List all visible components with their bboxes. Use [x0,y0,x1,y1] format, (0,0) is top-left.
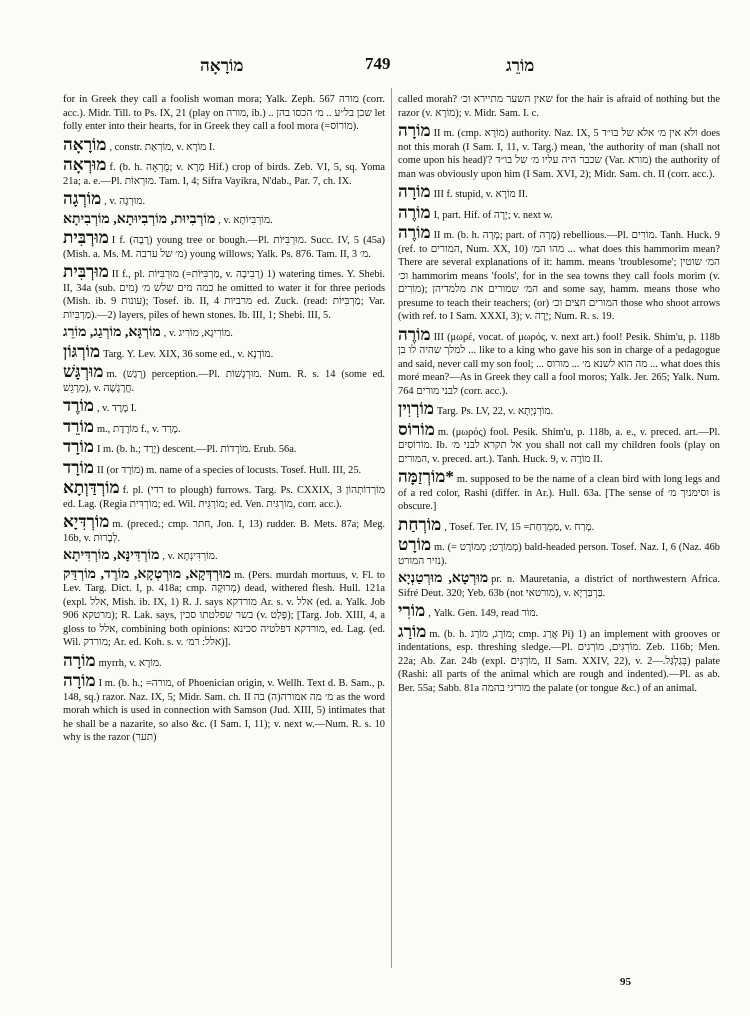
entry-definition: II (or מוֹרָד) m. name of a species of locusts. Tosef. Hull. III, 25. [96,464,362,476]
entry-definition: m. (רָגַשׁ) perception.—Pl. מוּרְגָשׁוֹת. Num. R. s. 14 (some ed. מְרָגֵשׁ), v. חֲרָגָשָׁה. [63,369,386,394]
entry-definition: , v. מוֹרְדִּינְתָא. [162,551,218,562]
dictionary-entry [63,364,385,395]
dictionary-entry [398,401,720,419]
dictionary-entry [63,134,385,155]
dictionary-entry [63,191,385,209]
entry-definition: III f. stupid, v. מוֹרָא II. [433,189,528,200]
entry-headword: מוֹרֶה [398,324,431,344]
entry-headword: מוֹרְדִּינָּא, מוֹרְדִּיתָא [63,548,160,563]
dictionary-entry [398,419,720,467]
entry-headword: מוּרְבִּית [63,228,109,247]
dictionary-entry [63,514,385,545]
entry-headword: מוֹרַג [398,621,427,641]
dictionary-entry [398,324,720,399]
entry-headword: מוֹרָט [398,535,432,554]
entry-headword: מוֹרָה [398,182,431,201]
dictionary-entry [63,325,385,341]
entry-definition: , v. מוּרְגָה. [104,196,146,207]
entry-definition: for in Greek they call a foolish woman mora; Yalk. Zeph. 567 מורה (corr. acc.). Midr. Till. to Ps. IX, 21 (play on מורה, ib.) .. שכן בל״ע .. מ׳ הכסו בהן let folly enter into their hearts, for in Greek they call a fool mora (=מוֹרוֹס). [63,94,386,132]
entry-headword: מוֹרָה [63,650,96,670]
entry-headword: מוֹרָה [63,671,96,690]
entry-headword: מוֹרְחַת [398,514,442,534]
entry-definition: m., מוֹרֶדֶת f., v. מָרַד. [96,423,181,435]
entry-definition: m. supposed to be the name of a clean bird with long legs and of a red color, Rashi (differ. in Ar.). Hull. 63a. [The sense of וסימניך מ׳ is obscure.] [398,474,720,512]
page-number: 749 [365,54,391,73]
right-column [398,93,720,698]
entry-headword: מוֹרָה [398,121,431,140]
dictionary-entry [398,184,720,202]
entry-headword: מוֹרִי [398,601,426,620]
entry-definition: m. (= מְמוֹרָט; מְמוֹרָט) bald-headed person. Tosef. Naz. I, 6 (Naz. 46b נזיר המורט). [398,542,720,567]
column-divider [391,88,392,968]
entry-definition: , Yalk. Gen. 149, read מוֹר. [428,608,539,619]
dictionary-entry [63,157,385,188]
left-column [63,93,385,748]
entry-definition: III (μωρέ, vocat. of μωρός, v. next art.) fool! Pesik. Shim'u, p. 118b למלך שהיה לו בן ... like to a king who gave his son in charge of a pedagogue and said, never call my son fool; ... מה הוא לשנא מ׳ ... מורוס ... what does this moré mean?—As in Greek they call a fool moros; Yalk. Jer. 265; Yalk. Num. 764 לבני מורים (corr. acc.). [398,331,720,397]
entry-definition: I m. (b. h.; יָרַד) descent.—Pl. מוֹרָדוֹת. Erub. 56a. [96,444,297,455]
dictionary-entry [398,123,720,181]
entry-definition: m. (Pers. murdah mortuus, v. Fl. to Lev. Targ. Dict. I, p. 418a; cmp. מְרוּקָה) dead, withered flesh. Hull. 121a (expl. אלל, Mish. ib. IX, 1) R. J. says מורדקא Ar. s. v. אלל (ed. a. Yalk. Job 906 מרטקא); R. Lak. says, בשר שפלטתו סכין (v. פָּלַט); [Targ. Job. XIII, 4, a gloss to אלל, combining both opinions: מורדקא דפלטיה סכינא, ed. Lag. (ed. Wil. מורדק; Ar. ed. Koh. s. v. אלל: רמ׳)]. [63,569,386,648]
entry-headword: מוֹרֶד [63,396,94,415]
entry-headword: מוּרְאָה [63,155,107,174]
entry-definition: I m. (b. h.; =מורה, of Phoenician origin, v. Wellh. Text d. B. Sam., p. 148, sq.) razor. Naz. IX, 5; Midr. Sam. ch. II מ׳ מה אמורה(ה) בה as the word morah which is used in connection with Samson (Jud. XIII, 5) intimates that he shall be a nazarite, so also &c. (I Sam. I, 11); v. next w.—Num. R. s. 10 why is the razor (תער) [63,678,386,743]
entry-definition: , v. מוֹרִיגָא, מוֹרִיג. [163,328,233,339]
entry-headword: מוּרְדְּקָא, מוּרְטְקָא, מוֹרֶד, מוֹרְדַּק [63,566,232,582]
dictionary-entry [63,398,385,416]
dictionary-entry [398,225,720,324]
entry-definition: , constr. מוֹרְאַת, v. מוֹרָא I. [109,141,215,153]
entry-headword: מוֹרְגָה [63,189,102,208]
entry-headword: מוֹרוֹס [398,419,435,439]
entry-definition: called morah? שאין השער מתיירא וכ׳ for the hair is afraid of nothing but the razor (v. מוֹרָא); v. Midr. Sam. I. c. [398,94,720,119]
running-head-left: מוֹרָאָה [200,56,244,75]
entry-headword: מוֹרֵד [63,416,94,436]
dictionary-entry [63,264,385,322]
dictionary-entry [63,212,385,228]
entry-definition: f. pl. (רדי to plough) furrows. Targ. Ps. CXXIX, 3 מוֹרְדוֹתְהוֹן ed. Lag. (Regia מוֹרְדִּית; ed. Wil. מוֹרְגִּית; ed. Ven. מוֹרְגִּית, corr. acc.). [63,485,385,510]
dictionary-entry [63,673,385,745]
entry-headword: מוֹרָאָה [63,134,107,154]
entry-definition: Targ. Y. Lev. XIX, 36 some ed., v. מוֹדְנָא. [103,348,274,360]
entry-definition: , v. מוֹרְבִיוֹתָא. [218,214,273,226]
entry-headword: מוֹרְגּוֹן [63,341,101,361]
dictionary-entry [398,603,720,621]
entry-headword: מוֹרֶה [398,223,431,242]
entry-headword: מוֹרְדִּיָא [63,512,110,531]
dictionary-entry [63,416,385,437]
dictionary-entry [63,230,385,261]
entry-headword: מוֹרְגָּא, מוֹרְגַג, מוֹרֵג [63,325,161,340]
dictionary-entry [63,548,385,564]
entry-headword: מוֹרָד [63,437,94,456]
entry-definition: II m. (cmp. מוֹרָא) authority. Naz. IX, 5 ולא אין מ׳ אלא של בו״ד does not this morah (I Sam. I, 11, v. Targ.) mean, 'the authority of man (shall not come upon his head)'? שכבר היה עליו מ׳ של בו״ד (Var. מורא) the authority of man was obviously upon him (I Sam. XVI, 2); Midr. Sam. ch. II (corr. acc.). [398,128,721,180]
entry-definition: m. (b. h. מוֹרָג, מוֹרַג; cmp. אֲרַג Pi) 1) an implement with grooves or indentations, esp. threshing sledge.—Pl. מוֹרִגִּים, מוֹרְגִים. Zeb. 116b; Men. 22a; Ab. Zar. 24b (expl. מוֹרְגִּים, II Sam. XXIV, 22), v. בְּגַלְגַּל.—2) palate (Rashi: all parts of the animal which are rough and indented).—Pl. as ab. Ber. 55a; Sabb. 81a מוריגי בהמה the palate (or tongue &c.) of an animal. [398,628,721,694]
entry-headword: מוֹרְבִיוּת, מוֹרְבִיוּתָא, מוֹרְבִיתָא [63,211,216,227]
entry-headword: מוֹרָד [63,457,94,477]
entry-headword: מוּרְבִּית [63,262,109,281]
entry-definition: pr. n. Mauretania, a district of northwestern Africa. Sifré Deut. 320; Yeb. 63b (not מורטאי), v. בַּרְבַּרְיָא. [398,574,720,599]
entry-definition: I f. (רָבָה) young tree or bough.—Pl. מוּרְבִּיּוֹת. Succ. IV, 5 (45a) (Mish. a. Ms. M. מ׳ של ערבה) young willows; Yalk. Ps. 876. Tam. II, 3 מ׳. [63,235,386,260]
entry-definition: m. (μωρός) fool. Pesik. Shim'u, p. 118b, a. e., v. preced. art.—Pl. מוֹרוֹסִים. Ib. אל תקרא לבני מ׳ you shall not call my children fools (play on המורים, v. preced. art.). Tanh. Huck. 9, v. מוֹרֶה II. [398,426,720,465]
dictionary-entry [63,93,385,134]
dictionary-entry [63,341,385,362]
dictionary-entry [398,571,720,600]
dictionary-entry [398,537,720,568]
dictionary-entry [63,480,385,511]
entry-headword: מוֹרְוִין [398,399,434,418]
running-head-right: מוֹרֵג [506,56,535,75]
dictionary-entry [398,514,720,535]
entry-definition: , Tosef. Ter. IV, 15 =מַמְרַחַת, v. מָרַח. [444,521,595,533]
dictionary-entry [63,650,385,671]
dictionary-entry [63,567,385,650]
entry-definition: Targ. Ps. LV, 22, v. מוֹרְנְיָתָא. [436,406,554,417]
entry-headword: מוּרְגָּשׁ [63,362,104,381]
entry-headword: *מוֹרְזַמָּה [398,467,454,486]
entry-definition: II f., pl. מוּרְבִּיּוֹת (=מַרְבִּיּוֹת, v. רְבִיבָה) 1) watering times. Y. Shebi. II, 34a (sub. מים) כמה מים שלש מ׳ he omitted to water it for three periods (Mish. ib. 9 עונות); Tosef. ib. II, 4 מרביות ed. Zuck. (read: מַרְבִּיּוֹת; Var. מַרְבִּיוֹת).—2) layers, piles of hewn stones. Ib. III, 1; Shebi. III, 5. [63,269,386,321]
entry-headword: מוּרְטָא, מוּרְטַנְיָא [398,571,489,586]
dictionary-entry [398,93,720,120]
dictionary-entry [398,202,720,223]
entry-definition: myrrh, v. מוֹרָא. [98,657,162,669]
dictionary-entry [63,457,385,478]
entry-definition: , v. מֶרֶד I. [96,403,137,414]
entry-definition: f. (b. h. מֻרְאָה; v. מְרָא Hif.) crop of birds. Zeb. VI, 5, sq. Yoma 21a; a. e.—Pl. מוּרְאוֹת. Tam. I, 4; Sifra Vayikra, N'dab., Par. 7, ch. IX. [63,162,385,187]
entry-definition: m. (preced.; cmp. חתר, Jon. I, 13) rudder. B. Mets. 87a; Meg. 16b, v. לְבָרוּת. [63,519,385,544]
dictionary-entry [63,439,385,457]
signature-mark: 95 [620,976,631,988]
dictionary-entry [398,621,721,696]
entry-definition: I, part. Hif. of יָרָה; v. next w. [433,209,553,221]
dictionary-entry [398,469,720,514]
entry-headword: מוֹרֶה [398,202,431,222]
entry-headword: מוֹרְדַּוְתָא [63,478,120,497]
entry-definition: II m. (b. h. מָרָה; part. of מָרָה) rebellious.—Pl. מוֹרִים. Tanh. Huck. 9 (ref. to המורים, Num. XX, 10) מהו המ׳ ... what does this hammorim mean? There are several explanations of it: hamm. means 'troublesome'; המ׳ שוטין וכ׳ hammorim means 'fools', for in the sea towns they call fools morim (v. מוֹרִים); המ׳ שמורים את מלמדיהן and some say, hamm. means those who presume to teach their teachers; (or) המורים חצים וכ׳ those who shoot arrows (with ref. to I Sam. XXXI, 3); v. יָרָה; Num. R. s. 19. [398,230,720,322]
